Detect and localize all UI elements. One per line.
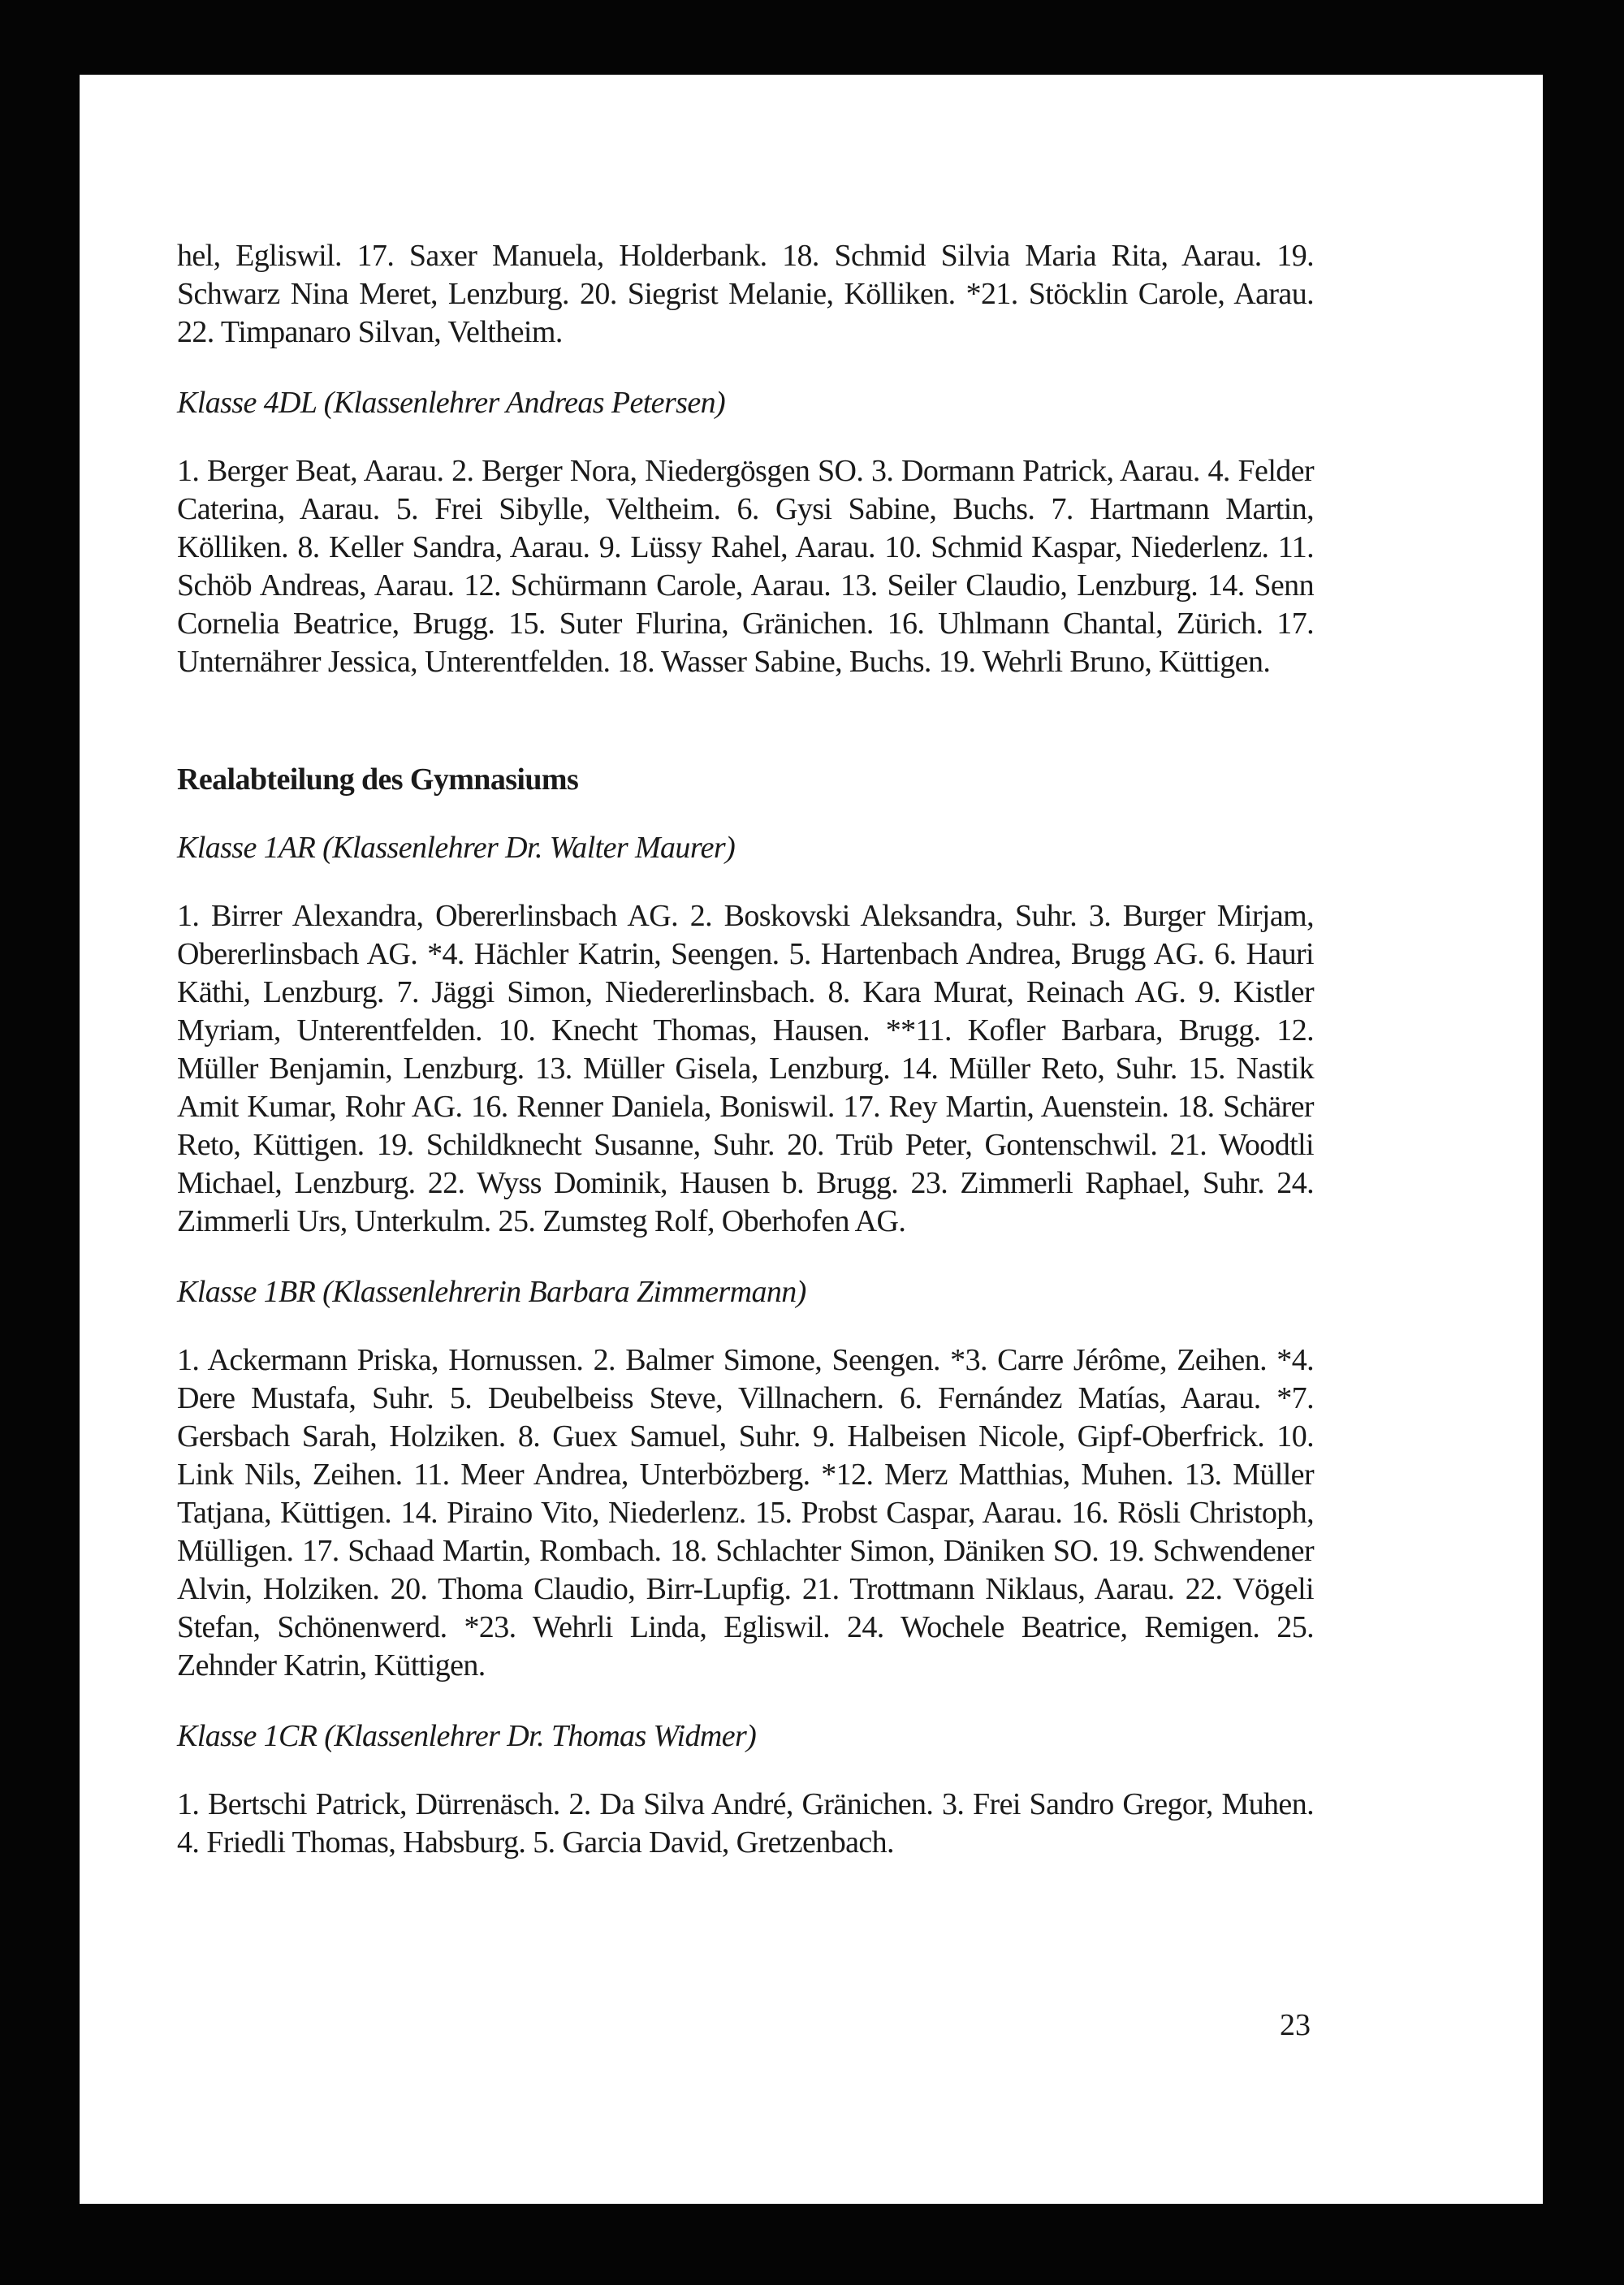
document-page <box>80 75 1543 2204</box>
class-heading-4dl: Klasse 4DL (Klassenlehrer Andreas Petersen) <box>177 386 726 420</box>
class-list-4dl: 1. Berger Beat, Aarau. 2. Berger Nora, Niedergösgen SO. 3. Dormann Patrick, Aarau. 4. Felder Caterina, Aarau. 5. Frei Sibylle, Veltheim. 6. Gysi Sabine, Buchs. 7. Hartmann Martin, Kölliken. 8. Keller Sandra, Aarau. 9. Lüssy Rahel, Aarau. 10. Schmid Kaspar, Niederlenz. 11. Schöb Andreas, Aarau. 12. Schürmann Carole, Aarau. 13. Seiler Claudio, Lenzburg. 14. Senn Cornelia Beatrice, Brugg. 15. Suter Flurina, Gränichen. 16. Uhlmann Chantal, Zürich. 17. Unternährer Jessica, Unterentfelden. 18. Wasser Sabine, Buchs. 19. Wehrli Bruno, Küttigen. <box>177 454 1314 679</box>
class-list-1cr: 1. Bertschi Patrick, Dürrenäsch. 2. Da Silva André, Gränichen. 3. Frei Sandro Gregor, Muhen. 4. Friedli Thomas, Habsburg. 5. Garcia David, Gretzenbach. <box>177 1787 1314 1860</box>
class-heading-1cr: Klasse 1CR (Klassenlehrer Dr. Thomas Widmer) <box>177 1719 757 1753</box>
spacer <box>177 799 1314 829</box>
page-number: 23 <box>1280 2008 1311 2042</box>
spacer <box>177 867 1314 897</box>
class-heading-1ar: Klasse 1AR (Klassenlehrer Dr. Walter Maurer) <box>177 831 736 865</box>
class-list-1ar: 1. Birrer Alexandra, Obererlinsbach AG. 2. Boskovski Aleksandra, Suhr. 3. Burger Mirjam, Obererlinsbach AG. *4. Hächler Katrin, Seengen. 5. Hartenbach Andrea, Brugg AG. 6. Hauri Käthi, Lenzburg. 7. Jäggi Simon, Niedererlinsbach. 8. Kara Murat, Reinach AG. 9. Kistler Myriam, Unterentfelden. 10. Knecht Thomas, Hausen. **11. Kofler Barbara, Brugg. 12. Müller Benjamin, Lenzburg. 13. Müller Gisela, Lenzburg. 14. Müller Reto, Suhr. 15. Nastik Amit Kumar, Rohr AG. 16. Renner Daniela, Boniswil. 17. Rey Martin, Auenstein. 18. Schärer Reto, Küttigen. 19. Schildknecht Susanne, Suhr. 20. Trüb Peter, Gontenschwil. 21. Woodtli Michael, Lenzburg. 22. Wyss Dominik, Hausen b. Brugg. 23. Zimmerli Raphael, Suhr. 24. Zimmerli Urs, Unterkulm. 25. Zumsteg Rolf, Oberhofen AG. <box>177 899 1314 1238</box>
continuation-paragraph: hel, Egliswil. 17. Saxer Manuela, Holderbank. 18. Schmid Silvia Maria Rita, Aarau. 19. Schwarz Nina Meret, Lenzburg. 20. Siegrist Melanie, Kölliken. *21. Stöcklin Carole, Aarau. 22. Timpanaro Silvan, Veltheim. <box>177 239 1314 349</box>
spacer <box>177 352 1314 384</box>
spacer <box>177 681 1314 761</box>
spacer <box>177 1311 1314 1341</box>
class-list-1br: 1. Ackermann Priska, Hornussen. 2. Balmer Simone, Seengen. *3. Carre Jérôme, Zeihen. *4. Dere Mustafa, Suhr. 5. Deubelbeiss Steve, Villnachern. 6. Fernández Matías, Aarau. *7. Gersbach Sarah, Holziken. 8. Guex Samuel, Suhr. 9. Halbeisen Nicole, Gipf-Oberfrick. 10. Link Nils, Zeihen. 11. Meer Andrea, Unterbözberg. *12. Merz Matthias, Muhen. 13. Müller Tatjana, Küttigen. 14. Piraino Vito, Niederlenz. 15. Probst Caspar, Aarau. 16. Rösli Christoph, Mülligen. 17. Schaad Martin, Rombach. 18. Schlachter Simon, Däniken SO. 19. Schwendener Alvin, Holziken. 20. Thoma Claudio, Birr-Lupfig. 21. Trottmann Niklaus, Aarau. 22. Vögeli Stefan, Schönenwerd. *23. Wehrli Linda, Egliswil. 24. Wochele Beatrice, Remigen. 25. Zehnder Katrin, Küttigen. <box>177 1343 1314 1682</box>
class-heading-1br: Klasse 1BR (Klassenlehrerin Barbara Zimmermann) <box>177 1275 806 1309</box>
section-title: Realabteilung des Gymnasiums <box>177 762 579 797</box>
spacer <box>177 422 1314 452</box>
spacer <box>177 1685 1314 1717</box>
spacer <box>177 1241 1314 1273</box>
spacer <box>177 1756 1314 1786</box>
text-column <box>177 237 1314 1862</box>
